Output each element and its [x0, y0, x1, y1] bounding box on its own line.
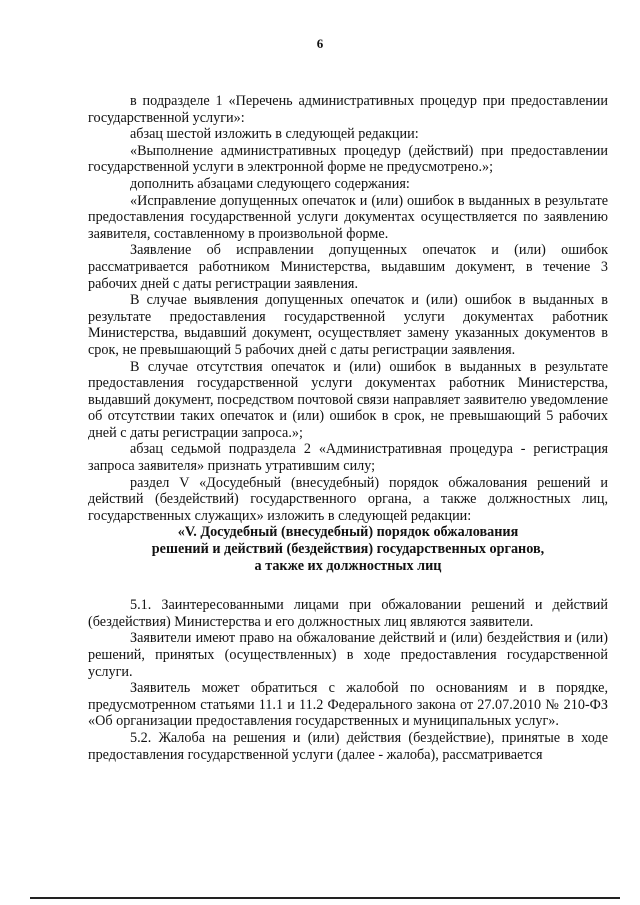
- paragraph: абзац шестой изложить в следующей редакции:: [130, 126, 419, 143]
- section-heading-line: а также их должностных лиц: [254, 557, 442, 574]
- paragraph: в подразделе 1 «Перечень административных процедур при предоставлении государственной услуги»:: [88, 93, 608, 126]
- scan-edge-line: [30, 897, 620, 899]
- paragraph: раздел V «Досудебный (внесудебный) порядок обжалования решений и действий (бездействий) государственного органа, а также должностных лиц, государственных служащих» изложить в следующей редакции:: [88, 474, 608, 524]
- paragraph: Заявители имеют право на обжалование действий и (или) бездействия и (или) решений, принятых (осуществленных) в ходе предоставления государственной услуги.: [88, 630, 608, 680]
- section-heading-line: «V. Досудебный (внесудебный) порядок обжалования: [177, 524, 519, 541]
- paragraph: «Исправление допущенных опечаток и (или) ошибок в выданных в результате предоставления государственной услуги документах осуществляется по заявлению заявителя, составленному в произвольной форме.: [88, 192, 608, 242]
- paragraph: дополнить абзацами следующего содержания:: [130, 175, 410, 192]
- page-number: 6: [316, 36, 324, 51]
- section-heading-line: решений и действий (бездействия) государственных органов,: [151, 541, 545, 558]
- section-heading: [88, 524, 608, 574]
- paragraph: В случае выявления допущенных опечаток и (или) ошибок в выданных в результате предоставления государственной услуги документах работник Министерства, выдавший документ, осуществляет замену указанных документов в срок, не превышающий 5 рабочих дней с даты регистрации заявления.: [88, 292, 608, 358]
- paragraph: «Выполнение административных процедур (действий) при предоставлении государственной услуги в электронной форме не предусмотрено.»;: [88, 142, 608, 176]
- spacer: [88, 574, 608, 597]
- paragraph: 5.1. Заинтересованными лицами при обжаловании решений и действий (бездействия) Министерства и его должностных лиц являются заявители.: [88, 597, 608, 630]
- paragraph: абзац седьмой подраздела 2 «Административная процедура - регистрация запроса заявителя» признать утратившим силу;: [88, 441, 608, 475]
- paragraph: Заявитель может обратиться с жалобой по основаниям и в порядке, предусмотренном статьями 11.1 и 11.2 Федерального закона от 27.07.2010 № 210-ФЗ «Об организации предоставления государственных и муниципальных услуг».: [88, 680, 608, 730]
- paragraph: 5.2. Жалоба на решения и (или) действия (бездействие), принятые в ходе предоставления государственной услуги (далее - жалоба), рассматривается: [88, 729, 608, 763]
- paragraph: Заявление об исправлении допущенных опечаток и (или) ошибок рассматривается работником Министерства, выдавшим документ, в течение 3 рабочих дней с даты регистрации заявления.: [88, 242, 608, 292]
- paragraph: В случае отсутствия опечаток и (или) ошибок в выданных в результате предоставления государственной услуги документах работник Министерства, выдавший документ, посредством почтовой связи направляет заявителю уведомление об отсутствии таких опечаток и (или) ошибок в срок, не превышающий 5 рабочих дней с даты регистрации запроса.»;: [88, 358, 608, 441]
- document-body: [88, 93, 608, 763]
